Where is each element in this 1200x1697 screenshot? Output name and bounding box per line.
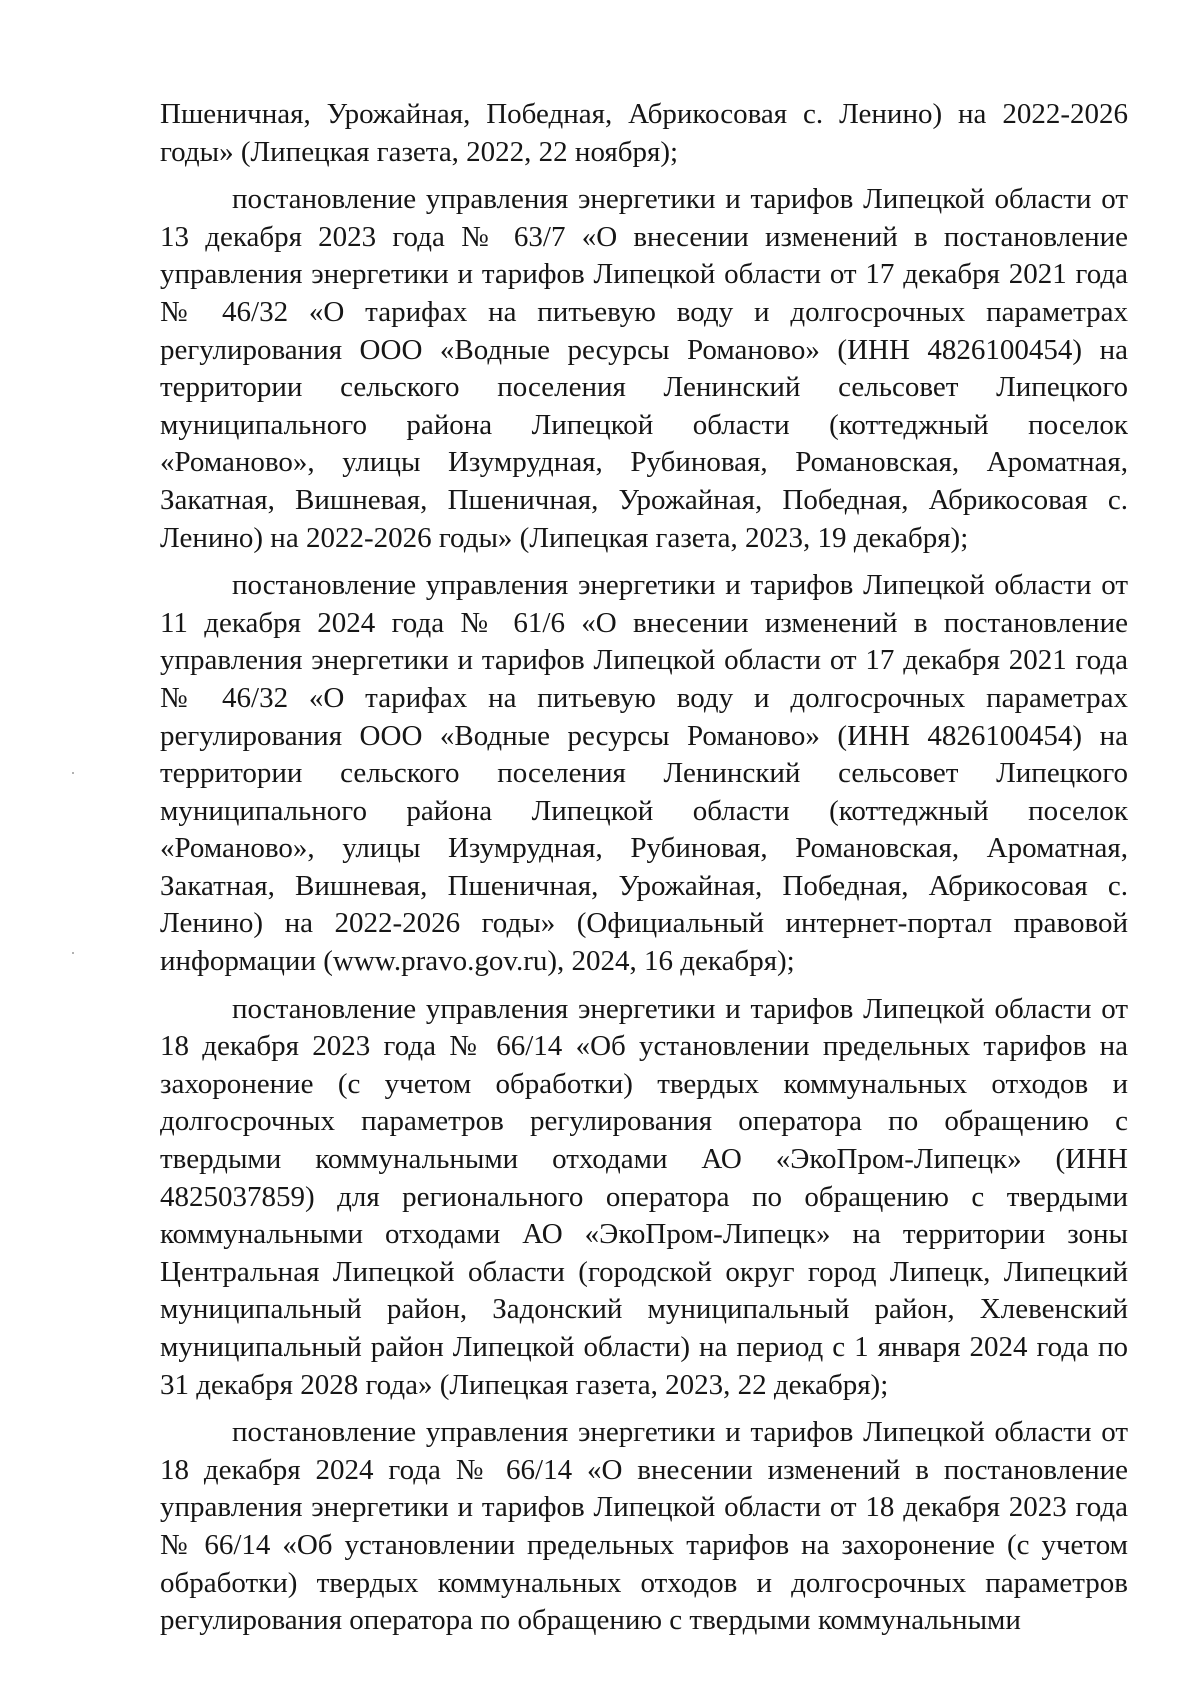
paragraph-resolution-66-14-2024: постановление управления энергетики и тарифов Липецкой области от 18 декабря 2024 года № 66/14 «О внесении изменений в постановление управления энергетики и тарифов Липецкой области от 18 декабря 2023 года № 66/14 «Об установлении предельных тарифов на захоронение (с учетом обработки) твердых коммунальных отходов и долгосрочных параметров регулирования оператора по обращению с твердыми коммунальными <box>160 1416 1128 1637</box>
document-page <box>160 96 1128 1650</box>
paragraph-resolution-61-6: постановление управления энергетики и тарифов Липецкой области от 11 декабря 2024 года № 61/6 «О внесении изменений в постановление управления энергетики и тарифов Липецкой области от 17 декабря 2021 года № 46/32 «О тарифах на питьевую воду и долгосрочных параметрах регулирования ООО «Водные ресурсы Романово» (ИНН 4826100454) на территории сельского поселения Ленинский сельсовет Липецкого муниципального района Липецкой области (коттеджный поселок «Романово», улицы Изумрудная, Рубиновая, Романовская, Ароматная, Закатная, Вишневая, Пшеничная, Урожайная, Победная, Абрикосовая с. Ленино) на 2022-2026 годы» (Официальный интернет-портал правовой информации (www.pravo.gov.ru), 2024, 16 декабря); <box>160 569 1128 978</box>
scan-speck <box>72 772 74 774</box>
paragraph-resolution-66-14-2023: постановление управления энергетики и тарифов Липецкой области от 18 декабря 2023 года № 66/14 «Об установлении предельных тарифов на захоронение (с учетом обработки) твердых коммунальных отходов и долгосрочных параметров регулирования оператора по обращению с твердыми коммунальными отходами АО «ЭкоПром-Липецк» (ИНН 4825037859) для регионального оператора по обращению с твердыми коммунальными отходами АО «ЭкоПром-Липецк» на территории зоны Центральная Липецкой области (городской округ город Липецк, Липецкий муниципальный район, Задонский муниципальный район, Хлевенский муниципальный район Липецкой области) на период с 1 января 2024 года по 31 декабря 2028 года» (Липецкая газета, 2023, 22 декабря); <box>160 992 1128 1401</box>
scan-speck <box>72 952 74 954</box>
paragraph-continuation: Пшеничная, Урожайная, Победная, Абрикосовая с. Ленино) на 2022-2026 годы» (Липецкая газета, 2022, 22 ноября); <box>160 98 1128 168</box>
paragraph-resolution-63-7: постановление управления энергетики и тарифов Липецкой области от 13 декабря 2023 года № 63/7 «О внесении изменений в постановление управления энергетики и тарифов Липецкой области от 17 декабря 2021 года № 46/32 «О тарифах на питьевую воду и долгосрочных параметрах регулирования ООО «Водные ресурсы Романово» (ИНН 4826100454) на территории сельского поселения Ленинский сельсовет Липецкого муниципального района Липецкой области (коттеджный поселок «Романово», улицы Изумрудная, Рубиновая, Романовская, Ароматная, Закатная, Вишневая, Пшеничная, Урожайная, Победная, Абрикосовая с. Ленино) на 2022-2026 годы» (Липецкая газета, 2023, 19 декабря); <box>160 183 1128 554</box>
